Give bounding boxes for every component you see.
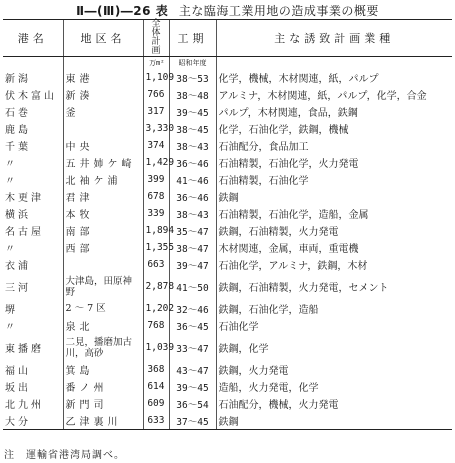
cell-industry: 鉄鋼: [216, 412, 452, 430]
table-row: [3, 239, 452, 256]
table-row: [3, 412, 452, 430]
cell-port: 福山: [5, 366, 31, 377]
cell-port: 〃: [5, 176, 18, 187]
cell-period: 33～47: [169, 334, 216, 361]
table-row: [3, 273, 452, 300]
cell-industry: 鉄鋼，石油化学，造船: [216, 300, 452, 317]
cell-area: 768: [143, 317, 169, 334]
cell-industry: 石油化学，アルミナ，鉄鋼，木材: [216, 256, 452, 273]
table-row: [3, 154, 452, 171]
cell-period: 38～43: [169, 137, 216, 154]
cell-period: 38～45: [169, 120, 216, 137]
cell-area: 3,330: [143, 120, 169, 137]
reclamation-projects-table: [3, 19, 452, 430]
table-row: [3, 205, 452, 222]
cell-district: 二見，播磨加古川，高砂: [63, 334, 143, 361]
cell-period: 36～54: [169, 395, 216, 412]
cell-industry: 石油配分，機械，火力発電: [216, 395, 452, 412]
cell-area: 766: [143, 86, 169, 103]
cell-district: 新門司: [63, 395, 143, 412]
cell-area: 399: [143, 171, 169, 188]
table-row: [3, 188, 452, 205]
cell-industry: 鉄鋼: [216, 188, 452, 205]
cell-industry: 化学，機械，木材関連，紙，パルプ: [216, 69, 452, 86]
cell-period: 38～43: [169, 205, 216, 222]
cell-port: 東播磨: [5, 344, 44, 355]
cell-port: 伏木富山: [5, 91, 57, 102]
cell-area: 614: [143, 378, 169, 395]
cell-period: 39～45: [169, 378, 216, 395]
cell-port: 大分: [3, 412, 63, 430]
source-note: 注 運輸省港湾局調べ。: [4, 450, 125, 461]
cell-period: 32～46: [169, 300, 216, 317]
cell-port: 北九州: [5, 400, 44, 411]
cell-port: 堺: [5, 305, 18, 316]
cell-area: 1,894: [143, 222, 169, 239]
table-title: [0, 2, 455, 19]
cell-area: 678: [143, 188, 169, 205]
cell-district: 君津: [63, 188, 143, 205]
cell-district: 箕島: [63, 361, 143, 378]
cell-period: 41～50: [169, 273, 216, 300]
units-row: [3, 57, 452, 70]
cell-industry: 鉄鋼，石油精製，火力発電: [216, 222, 452, 239]
table-row: [3, 300, 452, 317]
cell-period: 41～46: [169, 171, 216, 188]
cell-area: 317: [143, 103, 169, 120]
cell-area: 1,355: [143, 239, 169, 256]
cell-area: 374: [143, 137, 169, 154]
cell-port: 鹿島: [5, 125, 31, 136]
cell-industry: 石油精製，石油化学，火力発電: [216, 154, 452, 171]
cell-district: 五井姉ケ崎: [63, 154, 143, 171]
cell-port: 木更津: [5, 193, 44, 204]
cell-industry: 造船，火力発電，化学: [216, 378, 452, 395]
cell-area: 663: [143, 256, 169, 273]
cell-industry: 石油精製，石油化学: [216, 171, 452, 188]
table-row: [3, 137, 452, 154]
table-row: [3, 120, 452, 137]
cell-area: 1,429: [143, 154, 169, 171]
cell-area: 2,878: [143, 273, 169, 300]
cell-industry: 鉄鋼，火力発電: [216, 361, 452, 378]
table-row: [3, 395, 452, 412]
cell-area: 339: [143, 205, 169, 222]
cell-port: 新潟: [5, 74, 31, 85]
unit-period: 昭和年度: [169, 57, 216, 70]
cell-industry: 鉄鋼，化学: [216, 334, 452, 361]
cell-district: 泉北: [63, 317, 143, 334]
table-body: [3, 57, 452, 430]
cell-port: 坂出: [5, 383, 31, 394]
header-industry: 主な誘致計画業種: [216, 20, 452, 57]
table-row: [3, 171, 452, 188]
table-row: [3, 361, 452, 378]
cell-district: 西部: [63, 239, 143, 256]
table-row: [3, 378, 452, 395]
cell-period: 43～47: [169, 361, 216, 378]
cell-district: 東港: [63, 69, 143, 86]
table-row: [3, 222, 452, 239]
header-port: 港名: [3, 20, 63, 57]
cell-port: 三河: [5, 283, 31, 294]
cell-area: 368: [143, 361, 169, 378]
header-row: [3, 20, 452, 57]
cell-period: 35～47: [169, 222, 216, 239]
cell-port: 〃: [5, 244, 18, 255]
cell-port: 千葉: [5, 142, 31, 153]
cell-period: 38～47: [169, 239, 216, 256]
cell-district: 新湊: [63, 86, 143, 103]
cell-industry: アルミナ，木材関連，紙，パルプ，化学，合金: [216, 86, 452, 103]
cell-area: 633: [143, 412, 169, 430]
cell-district: 大津島，田原神野: [63, 273, 143, 300]
table-caption: 主な臨海工業用地の造成事業の概要: [178, 4, 379, 18]
unit-area: 万m²: [143, 57, 169, 70]
table-row: [3, 334, 452, 361]
cell-industry: パルプ，木材関連，食品，鉄鋼: [216, 103, 452, 120]
cell-period: 39～45: [169, 103, 216, 120]
cell-industry: 化学，石油化学，鉄鋼，機械: [216, 120, 452, 137]
header-area: [143, 20, 169, 57]
cell-district: 2 ～ 7 区: [63, 300, 143, 317]
cell-area: 609: [143, 395, 169, 412]
cell-district: 北袖ケ浦: [63, 171, 143, 188]
cell-industry: 木材関連，金属，車両，重電機: [216, 239, 452, 256]
header-period: 工期: [169, 20, 216, 57]
cell-period: 36～45: [169, 317, 216, 334]
table-number: Ⅱ―(Ⅲ)―26 表: [76, 4, 169, 18]
cell-district: 中央: [63, 137, 143, 154]
cell-district: 南部: [63, 222, 143, 239]
cell-period: 38～53: [169, 69, 216, 86]
cell-district: 乙津裏川: [63, 412, 143, 430]
cell-district: 本牧: [63, 205, 143, 222]
cell-district: 番ノ州: [63, 378, 143, 395]
cell-district: [63, 256, 143, 273]
cell-district: [63, 120, 143, 137]
cell-port: 名古屋: [5, 227, 44, 238]
cell-port: 衣浦: [5, 261, 31, 272]
table-row: [3, 86, 452, 103]
table-row: [3, 69, 452, 86]
cell-district: 釜: [63, 103, 143, 120]
cell-period: 39～47: [169, 256, 216, 273]
cell-area: 1,202: [143, 300, 169, 317]
cell-industry: 鉄鋼，石油精製，火力発電，セメント: [216, 273, 452, 300]
cell-port: 石巻: [5, 108, 31, 119]
cell-industry: 石油化学: [216, 317, 452, 334]
cell-period: 37～45: [169, 412, 216, 430]
cell-area: 1,109: [143, 69, 169, 86]
cell-area: 1,039: [143, 334, 169, 361]
header-district: 地区名: [63, 20, 143, 57]
cell-port: 横浜: [5, 210, 31, 221]
table-row: [3, 103, 452, 120]
cell-port: 〃: [5, 159, 18, 170]
cell-period: 36～46: [169, 154, 216, 171]
table-row: [3, 317, 452, 334]
cell-port: 〃: [5, 322, 18, 333]
cell-industry: 石油配分，食品加工: [216, 137, 452, 154]
header-area-label: 全 体 計 画: [151, 19, 161, 56]
cell-industry: 石油精製，石油化学，造船，金属: [216, 205, 452, 222]
cell-period: 36～46: [169, 188, 216, 205]
table-row: [3, 256, 452, 273]
cell-period: 38～48: [169, 86, 216, 103]
